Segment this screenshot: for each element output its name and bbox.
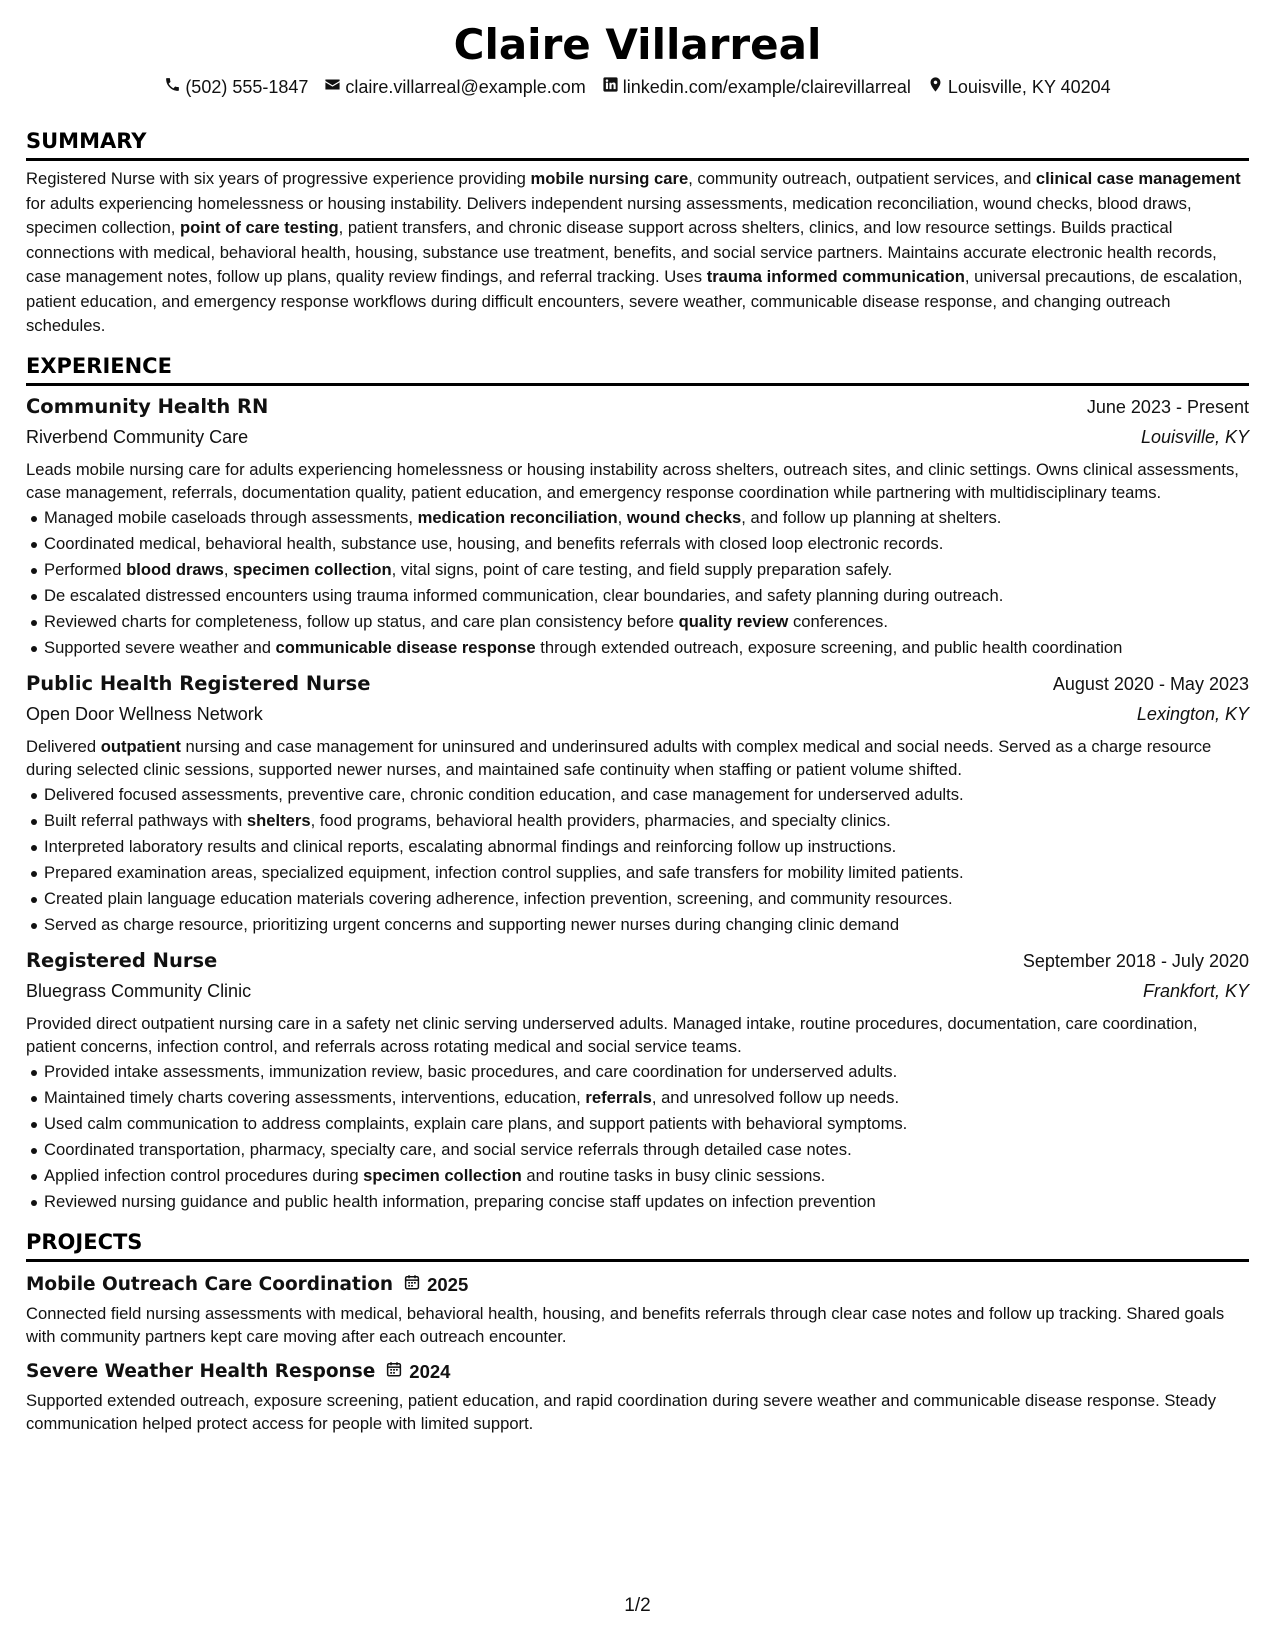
bold-text: quality review [678, 611, 789, 631]
job-header-row [26, 669, 1249, 699]
text-run: Provided intake assessments, immunization review, basic procedures, and care coordination for underserved adults. [44, 1061, 898, 1081]
text-run: Delivered [26, 736, 101, 756]
section-title: EXPERIENCE [26, 353, 1249, 386]
contact-location [927, 76, 1111, 98]
bullet-item [44, 1163, 1249, 1189]
bold-text: specimen collection [363, 1165, 522, 1185]
job-bullets [26, 782, 1249, 938]
text-run: , patient transfers, and chronic disease support across shelters, clinics, and low resource settings. Builds practical connections with medical, behavioral health, housing, substance use treatment, benefits, and social service partners. Maintains accurate electronic health records, case management notes, follow up plans, quality review findings, and referral tracking. Uses [26, 218, 1217, 286]
job-location: Lexington, KY [1136, 703, 1249, 724]
job-title: Registered Nurse [26, 948, 218, 972]
bullet-item [44, 1111, 1249, 1137]
job-organization: Open Door Wellness Network [26, 703, 263, 724]
project-name: Severe Weather Health Response [26, 1360, 376, 1382]
calendar-icon [403, 1270, 421, 1300]
job-description [26, 458, 1249, 505]
job-header-row [26, 946, 1249, 976]
text-run: De escalated distressed encounters using trauma informed communication, clear boundaries, and safety planning during outreach. [44, 585, 1004, 605]
contact-email[interactable] [324, 76, 585, 98]
location-text: Louisville, KY 40204 [947, 77, 1111, 97]
bullet-item [44, 1137, 1249, 1163]
text-run: Delivered focused assessments, preventive care, chronic condition education, and case management for underserved adults. [44, 784, 964, 804]
project-year-text: 2025 [427, 1273, 469, 1295]
job-org-row [26, 699, 1249, 729]
job-location: Louisville, KY [1140, 426, 1249, 447]
project-list [26, 1270, 1249, 1436]
text-run: , vital signs, point of care testing, and field supply preparation safely. [391, 559, 893, 579]
bold-text: outpatient [100, 736, 181, 756]
text-run: Reviewed nursing guidance and public health information, preparing concise staff updates on infection prevention [44, 1191, 876, 1211]
text-run: conferences. [788, 611, 888, 631]
linkedin-icon [602, 76, 619, 98]
text-run: Provided direct outpatient nursing care in a safety net clinic serving underserved adults. Managed intake, routine procedures, documentation, care coordination, patient concerns, infection control, and referrals across rotating medical and social service teams. [26, 1013, 1198, 1056]
project-entry [26, 1357, 1249, 1436]
linkedin-text: linkedin.com/example/clairevillarreal [622, 77, 911, 97]
project-name: Mobile Outreach Care Coordination [26, 1273, 394, 1295]
bullet-item [44, 912, 1249, 938]
text-run: Used calm communication to address complaints, explain care plans, and support patients with behavioral symptoms. [44, 1113, 908, 1133]
text-run: , community outreach, outpatient services, and [688, 169, 1036, 188]
job-organization: Riverbend Community Care [26, 426, 249, 447]
bullet-item [44, 886, 1249, 912]
text-run: Registered Nurse with six years of progressive experience providing [26, 169, 531, 188]
project-year [385, 1357, 450, 1387]
bullet-item [44, 1189, 1249, 1215]
bold-text: referrals [585, 1087, 652, 1107]
text-run: Supported severe weather and [44, 637, 276, 657]
bullet-item [44, 1059, 1249, 1085]
bullet-item [44, 609, 1249, 635]
bullet-item [44, 808, 1249, 834]
text-run: , universal precautions, de escalation, patient education, and emergency response workflows during difficult encounters, severe weather, communicable disease response, and changing outreach schedules. [26, 267, 1243, 335]
project-year [403, 1270, 468, 1300]
text-run: , and unresolved follow up needs. [651, 1087, 900, 1107]
bold-text: blood draws [126, 559, 224, 579]
text-run: Performed [44, 559, 127, 579]
project-year-text: 2024 [409, 1360, 451, 1382]
text-run: Created plain language education materials covering adherence, infection prevention, screening, and community resources. [44, 888, 953, 908]
job-entry [26, 392, 1249, 661]
job-title: Public Health Registered Nurse [26, 671, 371, 695]
text-run: Coordinated transportation, pharmacy, specialty care, and social service referrals through detailed case notes. [44, 1139, 852, 1159]
bold-text: point of care testing [180, 218, 339, 237]
calendar-icon [385, 1357, 403, 1387]
bullet-item [44, 782, 1249, 808]
job-description [26, 735, 1249, 782]
text-run: through extended outreach, exposure screening, and public health coordination [535, 637, 1123, 657]
bold-text: mobile nursing care [530, 169, 689, 188]
section-title: SUMMARY [26, 128, 1249, 161]
contact-phone[interactable] [164, 76, 308, 98]
resume-page [26, 18, 1249, 1436]
text-run: , food programs, behavioral health providers, pharmacies, and specialty clinics. [310, 810, 891, 830]
text-run: Reviewed charts for completeness, follow up status, and care plan consistency before [44, 611, 679, 631]
job-org-row [26, 976, 1249, 1006]
job-list [26, 392, 1249, 1215]
text-run: nursing and case management for uninsured and underinsured adults with complex medical and social needs. Served as a charge resource during selected clinic sessions, supported newer nurses, and maintained safe continuity when staffing or patient volume shifted. [26, 736, 1212, 779]
bullet-item [44, 1085, 1249, 1111]
text-run: for adults experiencing homelessness or housing instability. Delivers independent nursing assessments, medication reconciliation, wound checks, blood draws, specimen collection, [26, 193, 1192, 237]
bullet-item [44, 834, 1249, 860]
phone-text: (502) 555-1847 [185, 77, 309, 97]
text-run: , and follow up planning at shelters. [741, 507, 1002, 527]
bold-text: clinical case management [1035, 169, 1241, 188]
job-description [26, 1012, 1249, 1059]
bold-text: wound checks [626, 507, 742, 527]
bold-text: shelters [246, 810, 311, 830]
text-run: Interpreted laboratory results and clinical reports, escalating abnormal findings and reinforcing follow up instructions. [44, 836, 897, 856]
job-bullets [26, 1059, 1249, 1215]
text-run: Maintained timely charts covering assessments, interventions, education, [44, 1087, 586, 1107]
project-header [26, 1270, 1249, 1300]
job-location: Frankfort, KY [1142, 980, 1249, 1001]
bullet-item [44, 635, 1249, 661]
job-dates: September 2018 - July 2020 [1022, 950, 1249, 971]
map-pin-icon [927, 76, 944, 98]
job-entry [26, 946, 1249, 1215]
text-run: Leads mobile nursing care for adults experiencing homelessness or housing instability across shelters, outreach sites, and clinic settings. Owns clinical assessments, case management, referrals, documentation quality, patient education, and emergency response coordination while partnering with multidisciplinary teams. [26, 459, 1239, 502]
text-run: and routine tasks in busy clinic sessions. [521, 1165, 826, 1185]
bullet-item [44, 583, 1249, 609]
job-header-row [26, 392, 1249, 422]
envelope-icon [324, 76, 341, 98]
email-text: claire.villarreal@example.com [345, 77, 586, 97]
bold-text: specimen collection [233, 559, 392, 579]
projects-section [26, 1229, 1249, 1436]
text-run: Prepared examination areas, specialized equipment, infection control supplies, and safe transfers for mobility limited patients. [44, 862, 964, 882]
bullet-item [44, 557, 1249, 583]
text-run: , [223, 559, 234, 579]
text-run: Coordinated medical, behavioral health, substance use, housing, and benefits referrals with closed loop electronic records. [44, 533, 944, 553]
text-run: Served as charge resource, prioritizing urgent concerns and supporting newer nurses during changing clinic demand [44, 914, 900, 934]
text-run: , [617, 507, 627, 527]
project-description: Supported extended outreach, exposure screening, patient education, and rapid coordination during severe weather and communicable disease response. Steady communication helped protect access for people with limited support. [26, 1390, 1216, 1433]
text-run: Applied infection control procedures during [44, 1165, 364, 1185]
contact-linkedin[interactable] [602, 76, 911, 98]
job-dates: August 2020 - May 2023 [1052, 673, 1249, 694]
job-bullets [26, 505, 1249, 661]
contact-bar [26, 76, 1249, 98]
section-title: PROJECTS [26, 1229, 1249, 1262]
experience-section [26, 353, 1249, 1215]
job-org-row [26, 422, 1249, 452]
bullet-item [44, 505, 1249, 531]
page-number: 1/2 [624, 1595, 651, 1616]
candidate-name: Claire Villarreal [453, 20, 822, 69]
project-description: Connected field nursing assessments with medical, behavioral health, housing, and benefits referrals through clear case notes and follow up tracking. Shared goals with community partners kept care moving after each outreach encounter. [26, 1303, 1225, 1346]
job-entry [26, 669, 1249, 938]
summary-section [26, 128, 1249, 339]
text-run: Managed mobile caseloads through assessments, [44, 507, 418, 527]
job-dates: June 2023 - Present [1086, 396, 1249, 417]
bold-text: trauma informed communication [706, 267, 965, 286]
bullet-item [44, 860, 1249, 886]
project-header [26, 1357, 1249, 1387]
job-title: Community Health RN [26, 394, 269, 418]
summary-text [26, 167, 1249, 339]
bold-text: communicable disease response [275, 637, 536, 657]
job-organization: Bluegrass Community Clinic [26, 980, 252, 1001]
project-entry [26, 1270, 1249, 1349]
phone-icon [164, 76, 181, 98]
bold-text: medication reconciliation [417, 507, 618, 527]
bullet-item [44, 531, 1249, 557]
text-run: Built referral pathways with [44, 810, 247, 830]
